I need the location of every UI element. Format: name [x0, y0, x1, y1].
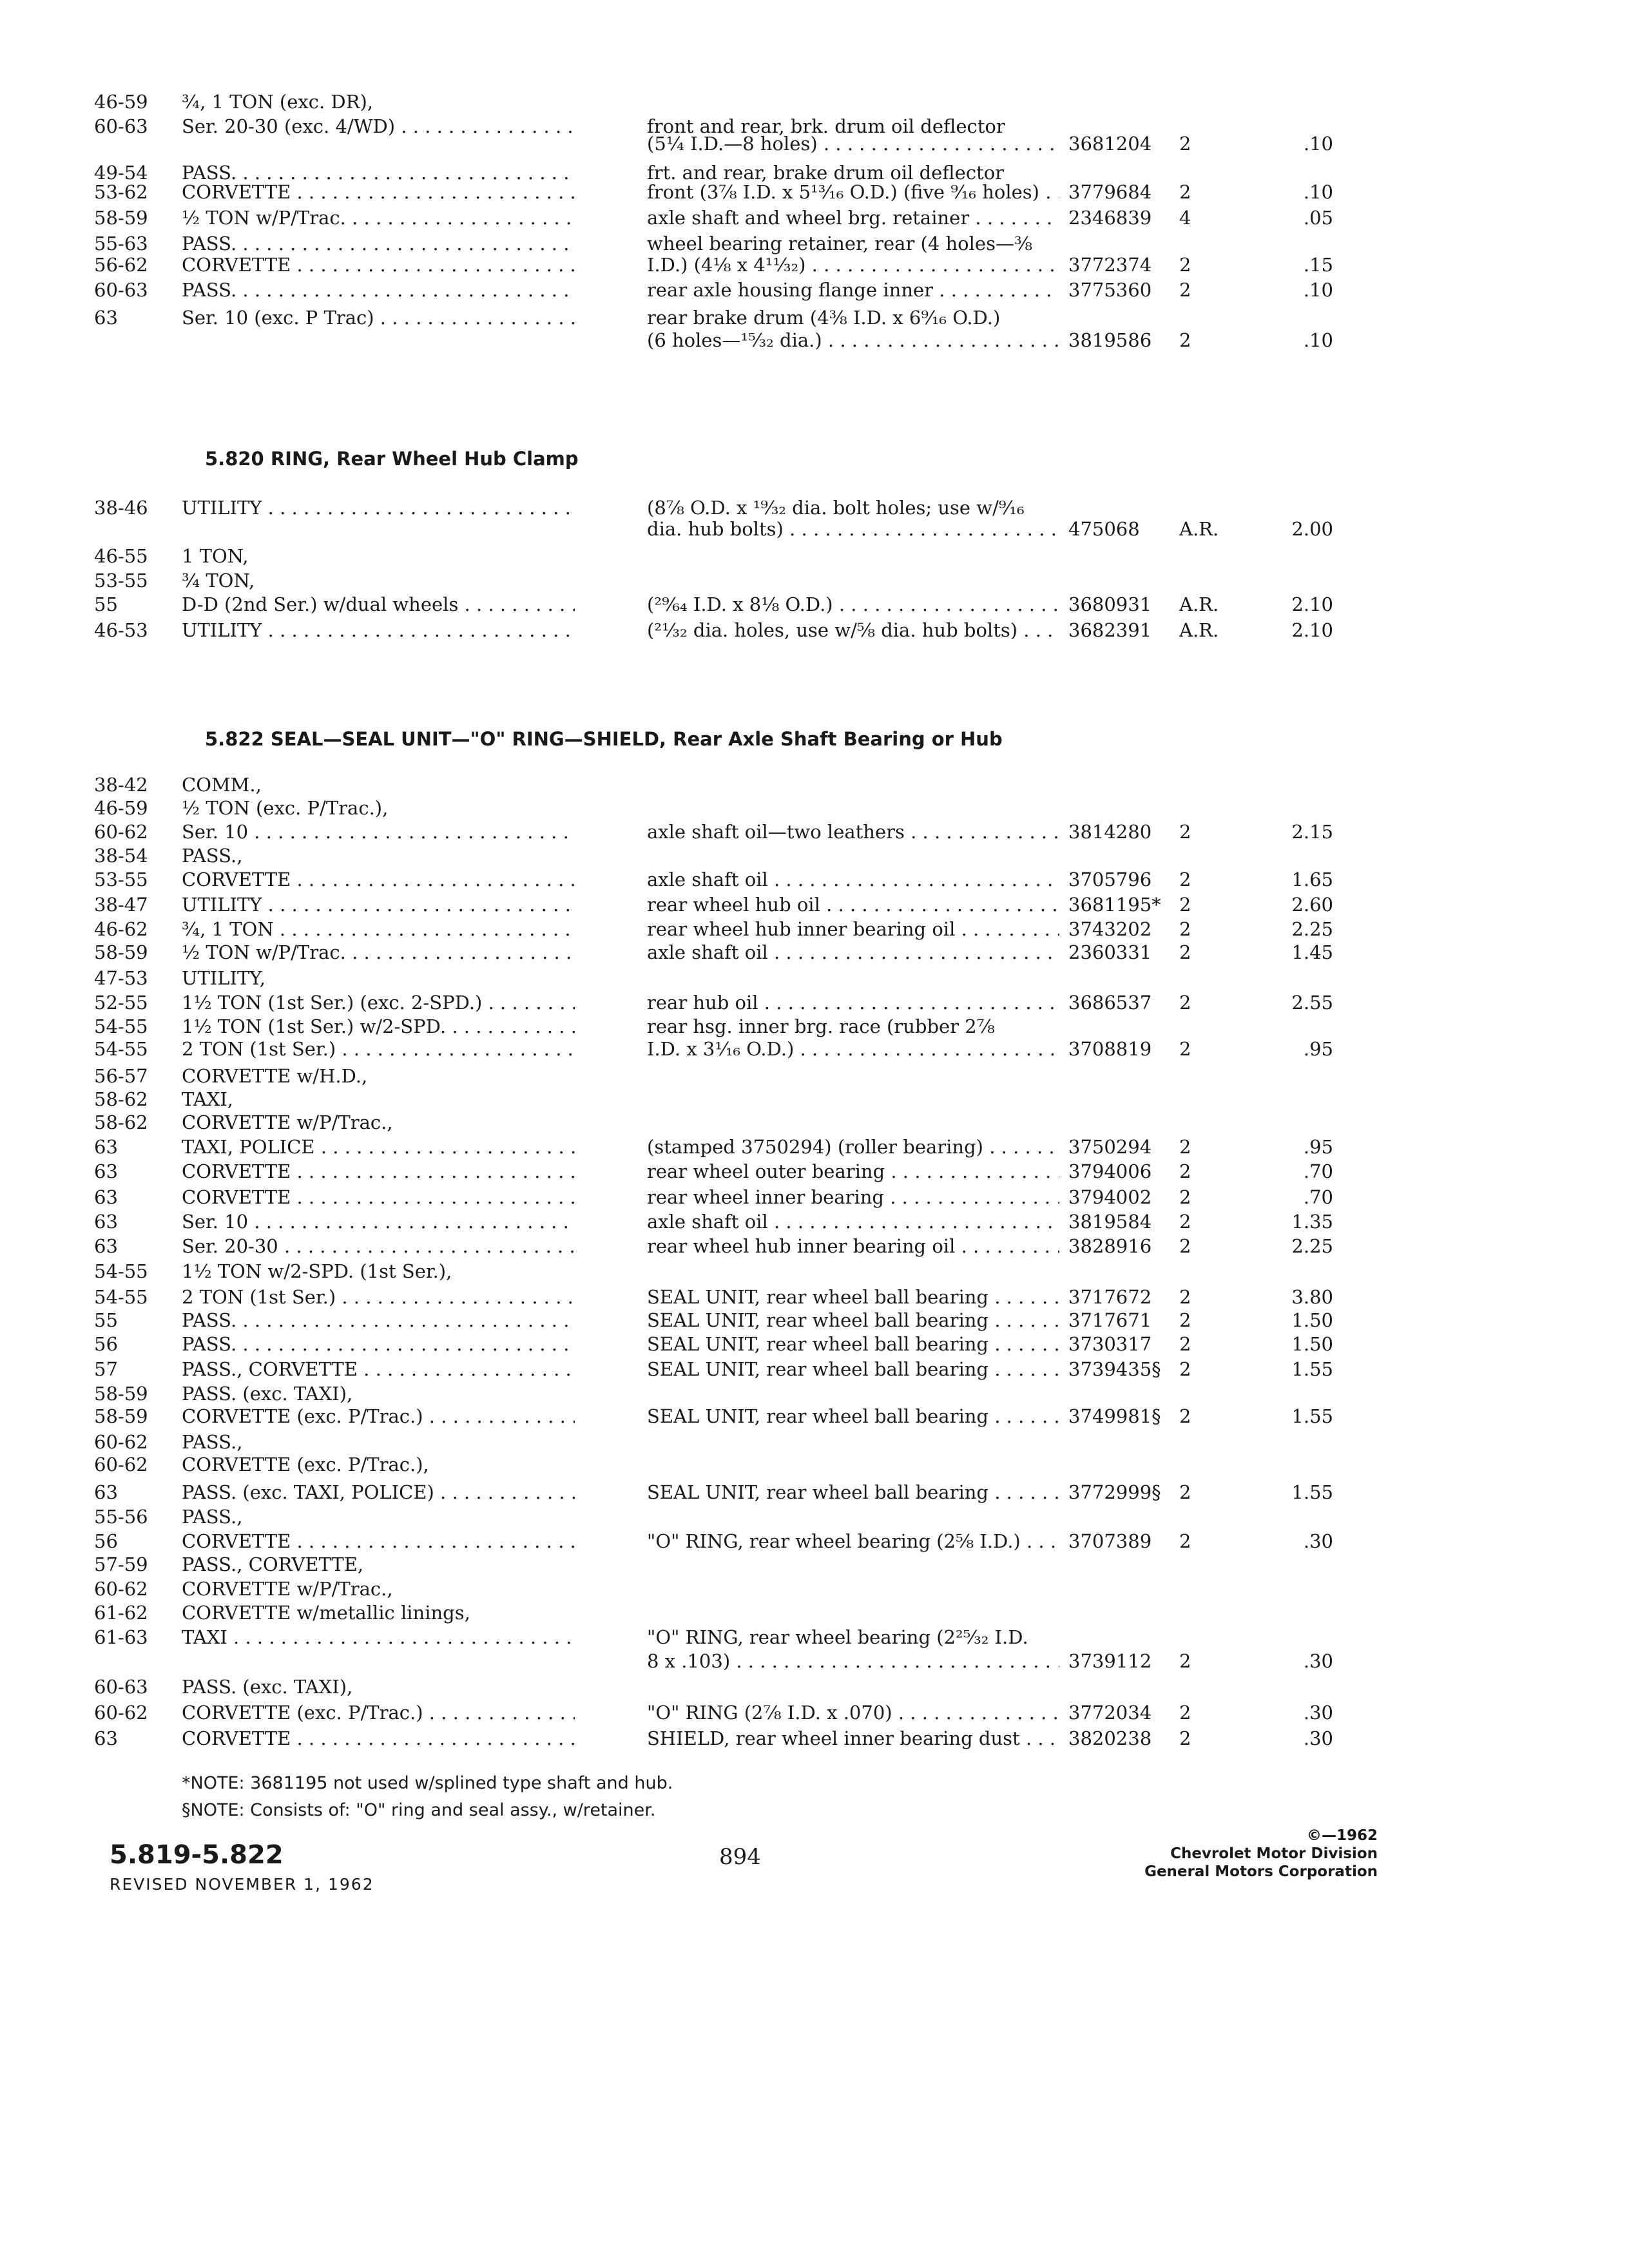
- part-number-cell: 3775360: [1068, 279, 1152, 301]
- quantity-cell: 2: [1179, 941, 1191, 963]
- part-number-cell: 3739435§: [1068, 1358, 1161, 1380]
- year-cell: 55-56: [94, 1506, 148, 1528]
- model-cell: CORVETTE . . .: [182, 1727, 575, 1755]
- year-cell: 63: [94, 1481, 118, 1503]
- quantity-cell: 2: [1179, 821, 1191, 843]
- corporation: General Motors Corporation: [1144, 1863, 1378, 1880]
- section-5-820-heading: 5.820 RING, Rear Wheel Hub Clamp: [205, 448, 579, 470]
- model-cell: Ser. 20-30 . . .: [182, 1235, 575, 1263]
- year-cell: 54-55: [94, 1260, 148, 1282]
- year-cell: 56: [94, 1530, 118, 1552]
- part-number-cell: 3820238: [1068, 1727, 1152, 1749]
- description-cell: rear wheel outer bearing . . .: [647, 1160, 1059, 1188]
- description-cell: front (3⅞ I.D. x 5¹³⁄₁₆ O.D.) (five ⁹⁄₁₆ holes) . . .: [647, 180, 1059, 209]
- description-cell: rear wheel inner bearing . . .: [647, 1186, 1059, 1214]
- description-cell: axle shaft oil . . .: [647, 941, 1059, 969]
- quantity-cell: 2: [1179, 1530, 1191, 1552]
- model-cell: UTILITY . . .: [182, 496, 575, 524]
- quantity-cell: 2: [1179, 992, 1191, 1014]
- model-cell: PASS. . . .: [182, 1309, 575, 1337]
- quantity-cell: 2: [1179, 1160, 1191, 1182]
- price-cell: 1.50: [1291, 1333, 1333, 1355]
- model-cell: 1½ TON (1st Ser.) (exc. 2-SPD.) . . .: [182, 991, 575, 1019]
- model-cell: UTILITY . . .: [182, 893, 575, 921]
- description-cell: (5¼ I.D.—8 holes) . . .: [647, 132, 1059, 160]
- year-cell: 63: [94, 1211, 118, 1233]
- year-cell: 55: [94, 1309, 118, 1331]
- model-cell: TAXI,: [182, 1088, 234, 1110]
- part-number-cell: 3772034: [1068, 1702, 1152, 1724]
- year-cell: 58-62: [94, 1111, 148, 1133]
- year-cell: 63: [94, 1727, 118, 1749]
- price-cell: .95: [1303, 1038, 1333, 1060]
- model-cell: ½ TON (exc. P/Trac.),: [182, 797, 389, 819]
- year-cell: 55-63: [94, 233, 148, 255]
- description-cell: (²¹⁄₃₂ dia. holes, use w/⅝ dia. hub bolts) . . .: [647, 619, 1059, 647]
- model-cell: UTILITY,: [182, 967, 265, 989]
- year-cell: 58-59: [94, 207, 148, 229]
- part-number-cell: 3730317: [1068, 1333, 1152, 1355]
- year-cell: 46-53: [94, 619, 148, 641]
- description-cell: 8 x .103) . . .: [647, 1649, 1059, 1678]
- price-cell: .10: [1303, 181, 1333, 203]
- year-cell: 60-63: [94, 279, 148, 301]
- year-cell: 38-47: [94, 894, 148, 916]
- part-number-cell: 3739112: [1068, 1650, 1152, 1672]
- year-cell: 63: [94, 1235, 118, 1257]
- quantity-cell: 2: [1179, 279, 1191, 301]
- year-cell: 63: [94, 307, 118, 329]
- year-cell: 47-53: [94, 967, 148, 989]
- model-cell: CORVETTE . . .: [182, 868, 575, 896]
- price-cell: .30: [1303, 1650, 1333, 1672]
- quantity-cell: A.R.: [1179, 593, 1219, 615]
- price-cell: 1.35: [1291, 1211, 1333, 1233]
- description-cell: axle shaft oil . . .: [647, 1210, 1059, 1238]
- quantity-cell: 2: [1179, 918, 1191, 940]
- quantity-cell: 2: [1179, 1136, 1191, 1158]
- part-number-cell: 3681195*: [1068, 894, 1161, 916]
- year-cell: 54-55: [94, 1286, 148, 1308]
- year-cell: 61-63: [94, 1626, 148, 1648]
- quantity-cell: A.R.: [1179, 619, 1219, 641]
- description-cell: wheel bearing retainer, rear (4 holes—⅜: [647, 233, 1033, 255]
- price-cell: 1.55: [1291, 1358, 1333, 1380]
- year-cell: 58-59: [94, 941, 148, 963]
- model-cell: COMM.,: [182, 774, 262, 796]
- model-cell: PASS., CORVETTE . . .: [182, 1358, 575, 1386]
- description-cell: rear hub oil . . .: [647, 991, 1059, 1019]
- description-cell: SEAL UNIT, rear wheel ball bearing . . .: [647, 1332, 1059, 1361]
- quantity-cell: 2: [1179, 329, 1191, 351]
- part-number-cell: 475068: [1068, 518, 1140, 540]
- description-cell: axle shaft oil—two leathers . . .: [647, 820, 1059, 849]
- year-cell: 53-55: [94, 869, 148, 890]
- quantity-cell: 4: [1179, 207, 1191, 229]
- description-cell: "O" RING, rear wheel bearing (2⅝ I.D.) . . .: [647, 1530, 1059, 1558]
- price-cell: 2.55: [1291, 992, 1333, 1014]
- price-cell: .30: [1303, 1702, 1333, 1724]
- price-cell: .10: [1303, 329, 1333, 351]
- year-cell: 53-62: [94, 181, 148, 203]
- price-cell: 1.65: [1291, 869, 1333, 890]
- year-cell: 55: [94, 593, 118, 615]
- part-number-cell: 3686537: [1068, 992, 1152, 1014]
- quantity-cell: 2: [1179, 1727, 1191, 1749]
- quantity-cell: 2: [1179, 254, 1191, 276]
- quantity-cell: 2: [1179, 1211, 1191, 1233]
- model-cell: 2 TON (1st Ser.) . . .: [182, 1037, 575, 1066]
- year-cell: 56: [94, 1333, 118, 1355]
- description-cell: axle shaft and wheel brg. retainer . . .: [647, 206, 1059, 235]
- price-cell: .30: [1303, 1727, 1333, 1749]
- part-number-cell: 3707389: [1068, 1530, 1152, 1552]
- year-cell: 53-55: [94, 570, 148, 591]
- description-cell: rear brake drum (4⅜ I.D. x 6⁹⁄₁₆ O.D.): [647, 307, 1001, 329]
- model-cell: Ser. 10 . . .: [182, 1210, 575, 1238]
- year-cell: 46-59: [94, 797, 148, 819]
- year-cell: 60-62: [94, 1578, 148, 1600]
- division: Chevrolet Motor Division: [1170, 1845, 1378, 1862]
- description-cell: "O" RING, rear wheel bearing (2²⁵⁄₃₂ I.D.: [647, 1626, 1028, 1648]
- model-cell: CORVETTE . . .: [182, 253, 575, 282]
- part-number-cell: 3814280: [1068, 821, 1152, 843]
- description-cell: front and rear, brk. drum oil deflector: [647, 115, 1005, 137]
- model-cell: CORVETTE (exc. P/Trac.),: [182, 1454, 429, 1475]
- year-cell: 58-59: [94, 1405, 148, 1427]
- model-cell: TAXI . . .: [182, 1626, 575, 1654]
- model-cell: PASS. . . .: [182, 278, 575, 307]
- price-cell: .10: [1303, 279, 1333, 301]
- price-cell: .70: [1303, 1186, 1333, 1208]
- year-cell: 60-62: [94, 1702, 148, 1724]
- quantity-cell: 2: [1179, 1333, 1191, 1355]
- model-cell: Ser. 10 . . .: [182, 820, 575, 849]
- year-cell: 56-57: [94, 1065, 148, 1087]
- year-cell: 56-62: [94, 254, 148, 276]
- price-cell: .15: [1303, 254, 1333, 276]
- model-cell: CORVETTE w/metallic linings,: [182, 1602, 470, 1624]
- part-number-cell: 3819586: [1068, 329, 1152, 351]
- price-cell: 2.25: [1291, 1235, 1333, 1257]
- quantity-cell: 2: [1179, 1038, 1191, 1060]
- part-number-cell: 3682391: [1068, 619, 1152, 641]
- year-cell: 38-46: [94, 497, 148, 519]
- description-cell: "O" RING (2⅞ I.D. x .070) . . .: [647, 1701, 1059, 1729]
- description-cell: axle shaft oil . . .: [647, 868, 1059, 896]
- part-number-cell: 3794006: [1068, 1160, 1152, 1182]
- year-cell: 58-59: [94, 1383, 148, 1405]
- quantity-cell: 2: [1179, 1481, 1191, 1503]
- description-cell: SEAL UNIT, rear wheel ball bearing . . .: [647, 1309, 1059, 1337]
- description-cell: SHIELD, rear wheel inner bearing dust . . .: [647, 1727, 1059, 1755]
- year-cell: 46-59: [94, 91, 148, 113]
- note-section-mark: §NOTE: Consists of: "O" ring and seal assy., w/retainer.: [182, 1800, 656, 1820]
- description-cell: (8⅞ O.D. x ¹⁹⁄₃₂ dia. bolt holes; use w/⁹⁄₁₆: [647, 497, 1025, 519]
- quantity-cell: 2: [1179, 869, 1191, 890]
- quantity-cell: 2: [1179, 181, 1191, 203]
- description-cell: rear wheel hub inner bearing oil . . .: [647, 1235, 1059, 1263]
- model-cell: 2 TON (1st Ser.) . . .: [182, 1285, 575, 1314]
- model-cell: PASS.,: [182, 845, 243, 867]
- part-number-cell: 3680931: [1068, 593, 1152, 615]
- description-cell: (6 holes—¹⁵⁄₃₂ dia.) . . .: [647, 329, 1059, 357]
- price-cell: .70: [1303, 1160, 1333, 1182]
- year-cell: 38-54: [94, 845, 148, 867]
- part-number-cell: 3708819: [1068, 1038, 1152, 1060]
- price-cell: 1.45: [1291, 941, 1333, 963]
- price-cell: .05: [1303, 207, 1333, 229]
- quantity-cell: 2: [1179, 1235, 1191, 1257]
- year-cell: 61-62: [94, 1602, 148, 1624]
- quantity-cell: 2: [1179, 1650, 1191, 1672]
- part-number-cell: 3772374: [1068, 254, 1152, 276]
- model-cell: 1½ TON (1st Ser.) w/2-SPD. . . .: [182, 1015, 575, 1043]
- description-cell: (²⁹⁄₆₄ I.D. x 8⅛ O.D.) . . .: [647, 593, 1059, 621]
- quantity-cell: 2: [1179, 1702, 1191, 1724]
- model-cell: Ser. 20-30 (exc. 4/WD) . . .: [182, 115, 575, 143]
- model-cell: ¾, 1 TON . . .: [182, 918, 575, 946]
- price-cell: 1.50: [1291, 1309, 1333, 1331]
- year-cell: 58-62: [94, 1088, 148, 1110]
- price-cell: 2.25: [1291, 918, 1333, 940]
- year-cell: 60-62: [94, 1454, 148, 1475]
- quantity-cell: 2: [1179, 133, 1191, 155]
- part-number-cell: 3819584: [1068, 1211, 1152, 1233]
- description-cell: I.D.) (4⅛ x 4¹¹⁄₃₂) . . .: [647, 253, 1059, 282]
- model-cell: CORVETTE . . .: [182, 1530, 575, 1558]
- description-cell: SEAL UNIT, rear wheel ball bearing . . .: [647, 1481, 1059, 1509]
- model-cell: PASS. (exc. TAXI),: [182, 1676, 353, 1698]
- part-number-cell: 3779684: [1068, 181, 1152, 203]
- model-cell: CORVETTE w/P/Trac.,: [182, 1578, 393, 1600]
- revision-date: REVISED NOVEMBER 1, 1962: [110, 1875, 374, 1894]
- part-number-cell: 3794002: [1068, 1186, 1152, 1208]
- price-cell: 2.10: [1291, 619, 1333, 641]
- model-cell: ¾ TON,: [182, 570, 255, 591]
- model-cell: CORVETTE (exc. P/Trac.) . . .: [182, 1701, 575, 1729]
- year-cell: 54-55: [94, 1038, 148, 1060]
- quantity-cell: 2: [1179, 1309, 1191, 1331]
- quantity-cell: 2: [1179, 1358, 1191, 1380]
- part-number-cell: 3749981§: [1068, 1405, 1161, 1427]
- description-cell: dia. hub bolts) . . .: [647, 517, 1059, 546]
- description-cell: (stamped 3750294) (roller bearing) . . .: [647, 1135, 1059, 1164]
- quantity-cell: 2: [1179, 1405, 1191, 1427]
- model-cell: CORVETTE . . .: [182, 1160, 575, 1188]
- model-cell: TAXI, POLICE . . .: [182, 1135, 575, 1164]
- model-cell: PASS.,: [182, 1506, 243, 1528]
- model-cell: ¾, 1 TON (exc. DR),: [182, 91, 374, 113]
- model-cell: PASS.,: [182, 1431, 243, 1453]
- year-cell: 46-62: [94, 918, 148, 940]
- price-cell: 1.55: [1291, 1405, 1333, 1427]
- section-code: 5.819-5.822: [110, 1840, 284, 1870]
- description-cell: rear hsg. inner brg. race (rubber 2⅞: [647, 1015, 995, 1037]
- model-cell: 1½ TON w/2-SPD. (1st Ser.),: [182, 1260, 452, 1282]
- year-cell: 63: [94, 1186, 118, 1208]
- price-cell: 3.80: [1291, 1286, 1333, 1308]
- price-cell: 2.15: [1291, 821, 1333, 843]
- year-cell: 60-63: [94, 1676, 148, 1698]
- note-asterisk: *NOTE: 3681195 not used w/splined type shaft and hub.: [182, 1773, 673, 1793]
- page-number: 894: [719, 1844, 761, 1870]
- price-cell: 1.55: [1291, 1481, 1333, 1503]
- model-cell: PASS. . . .: [182, 1332, 575, 1361]
- part-number-cell: 3717672: [1068, 1286, 1152, 1308]
- description-cell: SEAL UNIT, rear wheel ball bearing . . .: [647, 1405, 1059, 1433]
- model-cell: CORVETTE . . .: [182, 1186, 575, 1214]
- price-cell: .95: [1303, 1136, 1333, 1158]
- description-cell: frt. and rear, brake drum oil deflector: [647, 162, 1005, 184]
- year-cell: 63: [94, 1136, 118, 1158]
- year-cell: 54-55: [94, 1015, 148, 1037]
- model-cell: CORVETTE (exc. P/Trac.) . . .: [182, 1405, 575, 1433]
- year-cell: 60-62: [94, 821, 148, 843]
- price-cell: 2.60: [1291, 894, 1333, 916]
- quantity-cell: 2: [1179, 1286, 1191, 1308]
- part-number-cell: 3705796: [1068, 869, 1152, 890]
- model-cell: CORVETTE w/P/Trac.,: [182, 1111, 393, 1133]
- part-number-cell: 3717671: [1068, 1309, 1152, 1331]
- model-cell: ½ TON w/P/Trac. . . .: [182, 206, 575, 235]
- year-cell: 52-55: [94, 992, 148, 1014]
- year-cell: 49-54: [94, 162, 148, 184]
- part-number-cell: 3750294: [1068, 1136, 1152, 1158]
- part-number-cell: 3772999§: [1068, 1481, 1161, 1503]
- model-cell: UTILITY . . .: [182, 619, 575, 647]
- year-cell: 60-63: [94, 115, 148, 137]
- part-number-cell: 3743202: [1068, 918, 1152, 940]
- description-cell: rear wheel hub oil . . .: [647, 893, 1059, 921]
- model-cell: Ser. 10 (exc. P Trac) . . .: [182, 306, 575, 334]
- year-cell: 57-59: [94, 1553, 148, 1575]
- price-cell: 2.00: [1291, 518, 1333, 540]
- model-cell: ½ TON w/P/Trac. . . .: [182, 941, 575, 969]
- part-number-cell: 2346839: [1068, 207, 1152, 229]
- description-cell: SEAL UNIT, rear wheel ball bearing . . .: [647, 1285, 1059, 1314]
- quantity-cell: 2: [1179, 1186, 1191, 1208]
- model-cell: PASS. . . .: [182, 232, 575, 260]
- model-cell: PASS. (exc. TAXI, POLICE) . . .: [182, 1481, 575, 1509]
- part-number-cell: 3828916: [1068, 1235, 1152, 1257]
- model-cell: CORVETTE w/H.D.,: [182, 1065, 368, 1087]
- model-cell: D-D (2nd Ser.) w/dual wheels . . .: [182, 593, 575, 621]
- description-cell: SEAL UNIT, rear wheel ball bearing . . .: [647, 1358, 1059, 1386]
- description-cell: rear axle housing flange inner . . .: [647, 278, 1059, 307]
- model-cell: 1 TON,: [182, 545, 249, 567]
- year-cell: 57: [94, 1358, 118, 1380]
- year-cell: 38-42: [94, 774, 148, 796]
- quantity-cell: A.R.: [1179, 518, 1219, 540]
- model-cell: CORVETTE . . .: [182, 180, 575, 209]
- year-cell: 46-55: [94, 545, 148, 567]
- description-cell: rear wheel hub inner bearing oil . . .: [647, 918, 1059, 946]
- section-5-822-heading: 5.822 SEAL—SEAL UNIT—"O" RING—SHIELD, Rear Axle Shaft Bearing or Hub: [205, 728, 1003, 750]
- price-cell: .10: [1303, 133, 1333, 155]
- price-cell: 2.10: [1291, 593, 1333, 615]
- model-cell: PASS., CORVETTE,: [182, 1553, 364, 1575]
- model-cell: PASS. (exc. TAXI),: [182, 1383, 353, 1405]
- quantity-cell: 2: [1179, 894, 1191, 916]
- year-cell: 63: [94, 1160, 118, 1182]
- part-number-cell: 3681204: [1068, 133, 1152, 155]
- part-number-cell: 2360331: [1068, 941, 1152, 963]
- price-cell: .30: [1303, 1530, 1333, 1552]
- model-cell: PASS. . . .: [182, 161, 575, 189]
- copyright: ©—1962: [1306, 1827, 1378, 1844]
- year-cell: 60-62: [94, 1431, 148, 1453]
- description-cell: I.D. x 3¹⁄₁₆ O.D.) . . .: [647, 1037, 1059, 1066]
